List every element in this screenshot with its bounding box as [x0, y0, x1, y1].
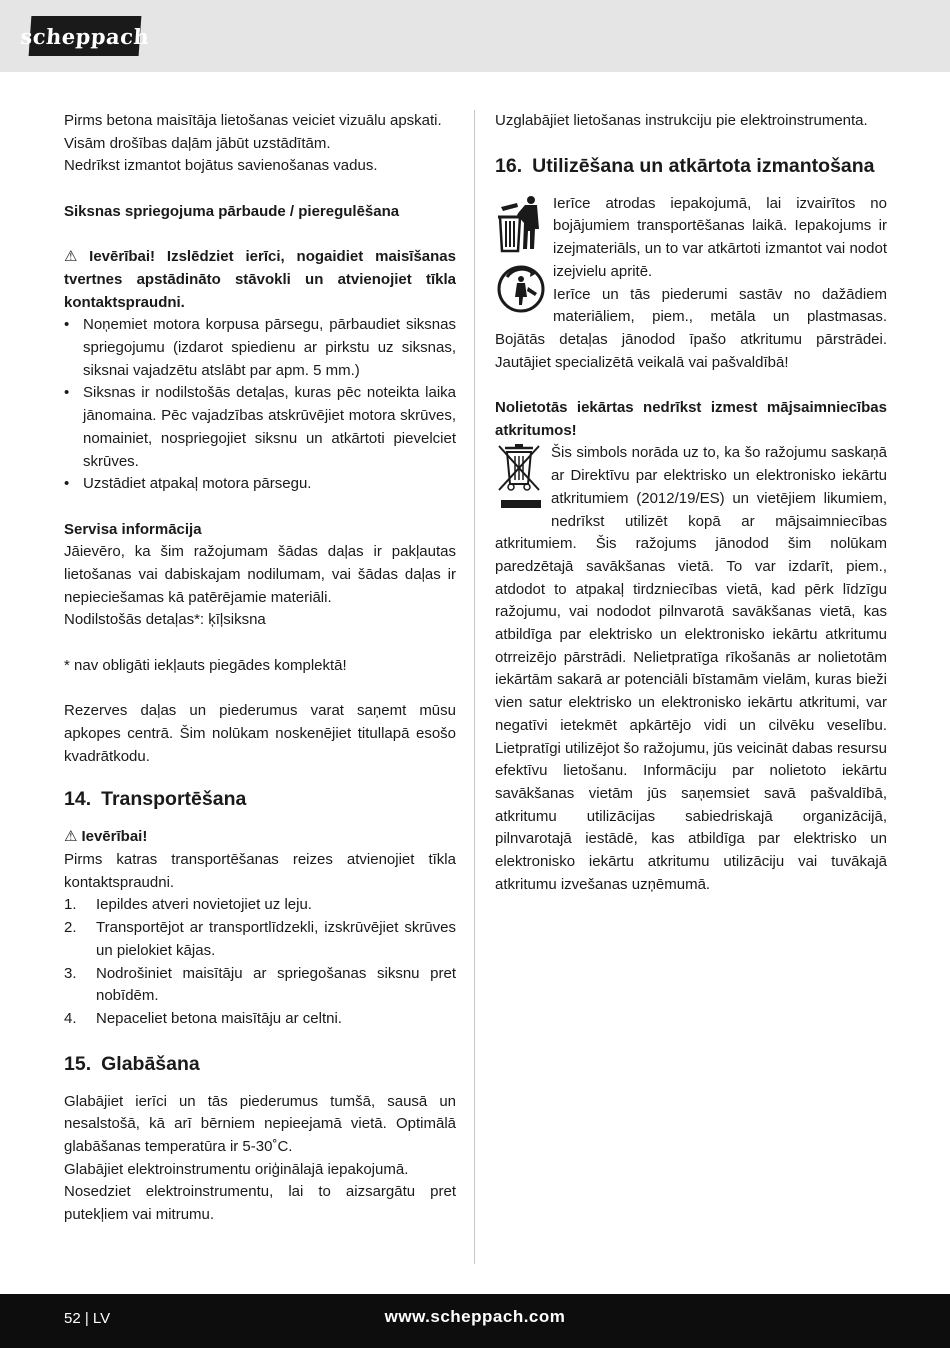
- paragraph: Glabājiet elektroinstrumentu oriģinālajā iepakojumā.: [64, 1160, 409, 1178]
- belt-warning-text: Ievērībai! Izslēdziet ierīci, nogaidiet maisīšanas tvertnes apstādināto stāvokli un atvienojiet tīkla kontaktspraudni.: [64, 248, 456, 311]
- paragraph: Pirms betona maisītāja lietošanas veiciet vizuālu apskati.: [64, 112, 442, 129]
- weee-paragraph: Šis simbols norāda uz to, ka šo ražojumu saskaņā ar Direktīvu par elektrisko un elektronisko iekārtu atkritumiem (2012/19/ES) un vietējiem likumiem, nedrīkst utilizēt kopā ar mājsaimniecības atkritumiem. Šis ražojums jānodod šim nolūkam paredzētajā savākšanas vietā. To var izdarīt, piem., atdodot to atpakaļ tirdzniecības vietā, kad pērk līdzīgu ražojumu, vai nododot pilnvarotā savākšanas vietā, kas atbildīga par elektrisko un elektronisko iekārtu atkritumu otrreizējo pārstrādi. Nelietpratīga rīkošanās ar nolietotām iekārtām sakarā ar potenciāli bīstamām vielām, kuras bieži vien satur elektrisko un elektronisko iekārtu atkritumi, var negatīvi ietekmēt apkārtējo vidi un cilvēku veselību. Lietpratīgi utilizējot šo ražojumu, jūs veicināt dabas resursu efektīvu lietošanu. Informāciju par nolietoto iekārtu savākšanas vietām jūs saņemsiet savā pašvaldībā, atkritumu utilizācijas sabiedriskajā organizācijā, pilnvarotajā iestādē, kas atbildīga par elektrisko un elektronisko iekārtu atkritumu utilizāciju vai tuvākajā atkritumu izvešanas uzņēmumā.: [495, 444, 887, 893]
- scheppach-logo: scheppach: [29, 16, 142, 56]
- paragraph: Rezerves daļas un piederumus varat saņemt mūsu apkopes centrā. Šim nolūkam noskenējiet titullapā esošo kvadrātkodu.: [64, 702, 456, 765]
- paragraph: Pirms katras transportēšanas reizes atvienojiet tīkla kontaktspraudni.: [64, 851, 456, 891]
- list-item: • Uzstādiet atpakaļ motora pārsegu.: [64, 473, 456, 496]
- belt-heading: Siksnas spriegojuma pārbaude / pieregulēšana: [64, 202, 400, 220]
- left-column: [64, 110, 456, 1227]
- recycle-bin-icon: [495, 193, 553, 317]
- right-column: [495, 110, 887, 896]
- service-heading: Servisa informācija: [64, 520, 202, 538]
- paragraph: Jāievēro, ka šim ražojumam šādas daļas ir pakļautas lietošanas vai dabiskajam nodilumam, vai šādas daļas ir nepieciešamas kā patērējamie materiāli.: [64, 543, 456, 606]
- list-number: 2.: [64, 919, 77, 937]
- crossed-out-bin-icon: [495, 442, 545, 512]
- transport-warning: [64, 826, 456, 849]
- paragraph: Nodilstošās detaļas*: ķīļsiksna: [64, 611, 266, 629]
- list-item: • Siksnas ir nodilstošās detaļas, kuras pēc noteikta laika jānomaina. Pēc vajadzības atskrūvējiet motora skrūves, nomainiet, nospriegojiet siksnu un atkārtoti pievelciet skrūves.: [64, 382, 456, 473]
- header-bar: [0, 0, 950, 72]
- section-title: Utilizēšana un atkārtota izmantošana: [532, 154, 875, 177]
- website-link[interactable]: www.scheppach.com: [384, 1307, 566, 1326]
- section-15-heading: [64, 1051, 456, 1077]
- warning-icon: ⚠: [64, 248, 86, 266]
- paragraph: Visām drošības daļām jābūt uzstādītām.: [64, 134, 331, 152]
- packaging-icons: [495, 193, 553, 317]
- list-text: Iepildes atveri novietojiet uz leju.: [96, 896, 312, 914]
- section-number: 16.: [495, 154, 523, 177]
- packaging-paragraph: Ierīce atrodas iepakojumā, lai izvairītos no bojājumiem transportēšanas laikā. Iepakojums ir izejmateriāls, un to var atkārtoti izmantot vai nodot izejvielu apritē.: [553, 194, 887, 280]
- list-item: [64, 963, 456, 1008]
- footer-bar: [0, 1294, 950, 1348]
- weee-icon-box: [495, 442, 551, 512]
- service-note: * nav obligāti iekļauts piegādes komplektā!: [64, 656, 347, 674]
- list-text: Nepaceliet betona maisītāju ar celtni.: [96, 1009, 342, 1027]
- transport-list: [64, 894, 456, 1030]
- list-number: 4.: [64, 1009, 77, 1027]
- list-number: 3.: [64, 964, 77, 982]
- section-number: 14.: [64, 788, 92, 811]
- section-title: Transportēšana: [101, 788, 247, 811]
- column-divider: [474, 110, 475, 1264]
- list-item: [64, 1008, 456, 1031]
- paragraph: Uzglabājiet lietošanas instrukciju pie elektroinstrumenta.: [495, 112, 868, 129]
- list-text: Transportējot ar transportlīdzekli, izskrūvējiet skrūves un pielokiet kājas.: [96, 919, 456, 959]
- section-title: Glabāšana: [101, 1052, 200, 1075]
- belt-list: [64, 314, 456, 496]
- page-number: 52 | LV: [64, 1310, 111, 1327]
- transport-warning-text: Ievērībai!: [81, 828, 148, 846]
- weee-heading: Nolietotās iekārtas nedrīkst izmest mājsaimniecības atkritumos!: [495, 399, 887, 439]
- list-text: Nodrošiniet maisītāju ar spriegošanas siksnu pret nobīdēm.: [96, 964, 456, 1005]
- list-item: [64, 917, 456, 962]
- paragraph: Glabājiet ierīci un tās piederumus tumšā, sausā un nesalstošā, kā arī bērniem nepieejamā vietā. Optimālā glabāšanas temperatūra ir 5-30˚C.: [64, 1092, 456, 1156]
- section-number: 15.: [64, 1052, 92, 1075]
- list-item: • Noņemiet motora korpusa pārsegu, pārbaudiet siksnas spriegojumu (izdarot spiedienu ar pirkstu uz siksnas, siksnai vajadzētu atslābt par apm. 5 mm.): [64, 314, 456, 382]
- section-16-heading: [495, 153, 887, 179]
- list-number: 1.: [64, 896, 77, 914]
- paragraph: Nosedziet elektroinstrumentu, lai to aizsargātu pret putekļiem vai mitrumu.: [64, 1183, 456, 1224]
- list-item: [64, 894, 456, 917]
- packaging-paragraph: Ierīce un tās piederumi sastāv no dažādiem materiāliem, piem., metāla un plastmasas. Bojātās detaļas jānodod īpašo atkritumu pārstrādei. Jautājiet specializētā veikalā vai pašvaldībā!: [495, 285, 887, 371]
- paragraph: Nedrīkst izmantot bojātus savienošanas vadus.: [64, 157, 378, 175]
- section-14-heading: [64, 786, 456, 812]
- warning-icon: ⚠: [64, 828, 78, 846]
- belt-warning: [64, 246, 456, 314]
